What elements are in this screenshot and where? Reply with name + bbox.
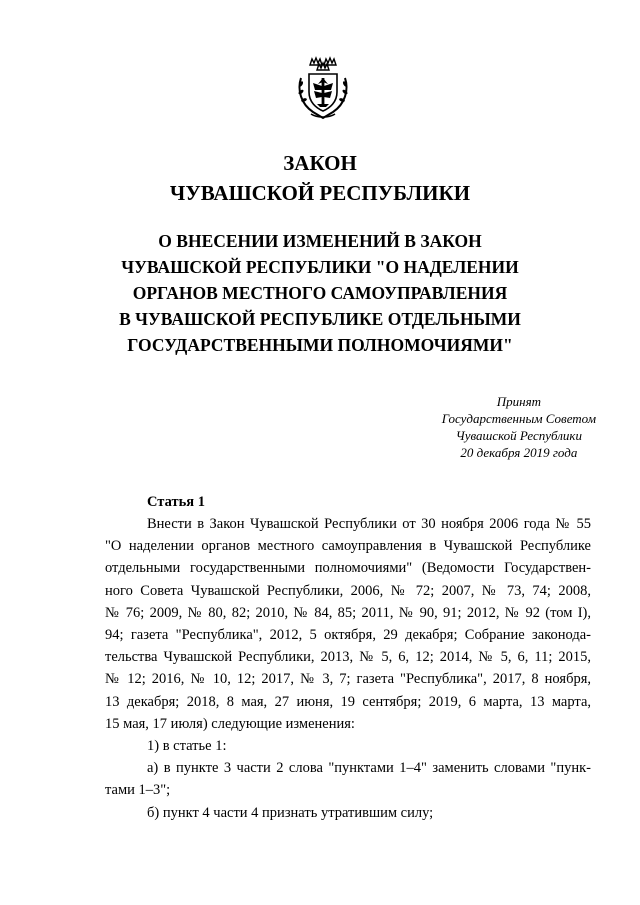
body-line: № 12; 2016, № 10, 12; 2017, № 3, 7; газета "Республика", 2017, 8 ноября,: [105, 671, 591, 688]
adoption-note-line: Принят: [496, 394, 542, 409]
article-heading: Статья 1: [147, 494, 205, 510]
coat-of-arms-emblem: [293, 56, 353, 120]
body-line: "О наделении органов местного самоуправления в Чувашской Республике: [105, 538, 591, 555]
chuvash-emblem-icon: [293, 56, 353, 120]
body-line: 1) в статье 1:: [147, 738, 227, 755]
body-line: отдельными государственными полномочиями" (Ведомости Государствен-: [105, 560, 591, 577]
republic-title: ЧУВАШСКОЙ РЕСПУБЛИКИ: [169, 181, 471, 205]
body-line: б) пункт 4 части 4 признать утратившим силу;: [147, 804, 434, 821]
law-subject-line: ОРГАНОВ МЕСТНОГО САМОУПРАВЛЕНИЯ: [132, 283, 508, 303]
law-subject-line: ЧУВАШСКОЙ РЕСПУБЛИКИ "О НАДЕЛЕНИИ: [121, 257, 519, 277]
body-line: 13 декабря; 2018, 8 мая, 27 июня, 19 сентября; 2019, 6 марта, 13 марта,: [105, 693, 591, 710]
law-subject-line: В ЧУВАШСКОЙ РЕСПУБЛИКЕ ОТДЕЛЬНЫМИ: [119, 309, 521, 329]
body-line: 94; газета "Республика", 2012, 5 октября, 29 декабря; Собрание законода-: [105, 627, 591, 644]
body-line: а) в пункте 3 части 2 слова "пунктами 1–4" заменить словами "пунк-: [147, 760, 591, 777]
law-subject-line: О ВНЕСЕНИИ ИЗМЕНЕНИЙ В ЗАКОН: [158, 231, 482, 251]
adoption-date: 20 декабря 2019 года: [460, 445, 578, 460]
body-line: № 76; 2009, № 80, 82; 2010, № 84, 85; 2011, № 90, 91; 2012, № 92 (том I),: [105, 604, 591, 621]
body-line: тельства Чувашской Республики, 2013, № 5, 6, 12; 2014, № 5, 6, 11; 2015,: [105, 649, 591, 666]
adoption-note-line: Чувашской Республики: [455, 428, 583, 443]
law-subject-heading: [60, 228, 580, 358]
article-body: [105, 513, 591, 824]
document-type-title: ЗАКОН: [283, 151, 357, 175]
adoption-note: [442, 393, 596, 461]
body-line: Внести в Закон Чувашской Республики от 30 ноября 2006 года № 55: [147, 516, 591, 532]
body-line: 15 мая, 17 июля) следующие изменения:: [105, 715, 355, 732]
adoption-note-line: Государственным Советом: [441, 411, 596, 426]
body-line: тами 1–3";: [105, 782, 171, 799]
law-subject-line: ГОСУДАРСТВЕННЫМИ ПОЛНОМОЧИЯМИ": [127, 335, 513, 355]
body-line: ного Совета Чувашской Республики, 2006, № 72; 2007, № 73, 74; 2008,: [105, 582, 591, 599]
